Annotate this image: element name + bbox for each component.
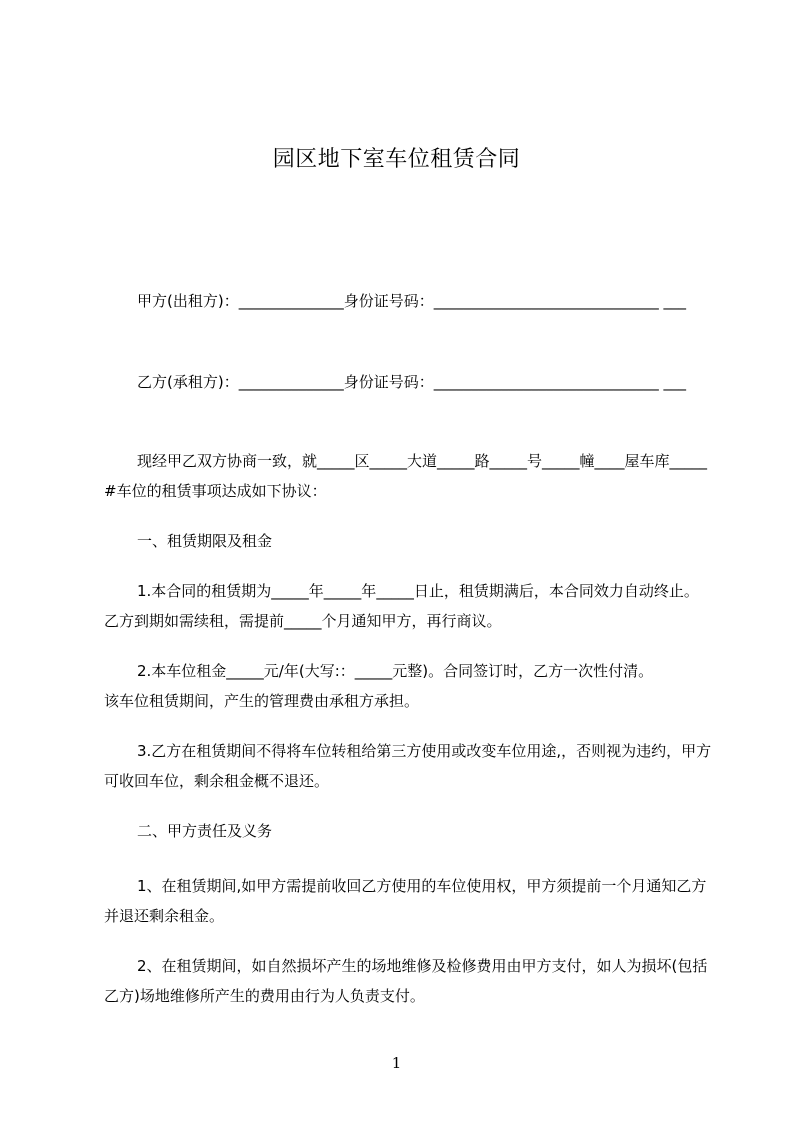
clause-2-2: 2、在租赁期间，如自然损坏产生的场地维修及检修费用由甲方支付，如人为损坏(包括乙方)场地维修所产生的费用由行为人负责支付。 (104, 957, 708, 1005)
section-2-heading: 二、甲方责任及义务 (137, 822, 273, 840)
clause-2-1: 1、在租赁期间,如甲方需提前收回乙方使用的车位使用权，甲方须提前一个月通知乙方并退还剩余租金。 (104, 877, 707, 925)
party-a-line: 甲方(出租方)：______________身份证号码：______________________________ ___ (137, 292, 686, 310)
intro-paragraph: 现经甲乙双方协商一致，就_____区_____大道_____路_____号_____幢____屋车库_____#车位的租赁事项达成如下协议： (104, 452, 708, 500)
clause-1-2-line-1: 2.本车位租金_____元/年(大写:：_____元整)。合同签订时，乙方一次性付清。 (137, 662, 654, 680)
page-number: 1 (391, 1054, 402, 1072)
section-1-heading: 一、租赁期限及租金 (137, 532, 273, 550)
document-title: 园区地下室车位租赁合同 (272, 147, 521, 172)
clause-1-2-line-2: 该车位租赁期间，产生的管理费由承租方承担。 (104, 692, 420, 710)
clause-1-3: 3.乙方在租赁期间不得将车位转租给第三方使用或改变车位用途,，否则视为违约，甲方可收回车位，剩余租金概不退还。 (104, 742, 712, 790)
clause-1-1: 1.本合同的租赁期为_____年_____年_____日止，租赁期满后，本合同效力自动终止。乙方到期如需续租，需提前_____个月通知甲方，再行商议。 (104, 582, 699, 630)
party-b-line: 乙方(承租方)：______________身份证号码：______________________________ ___ (137, 373, 686, 391)
